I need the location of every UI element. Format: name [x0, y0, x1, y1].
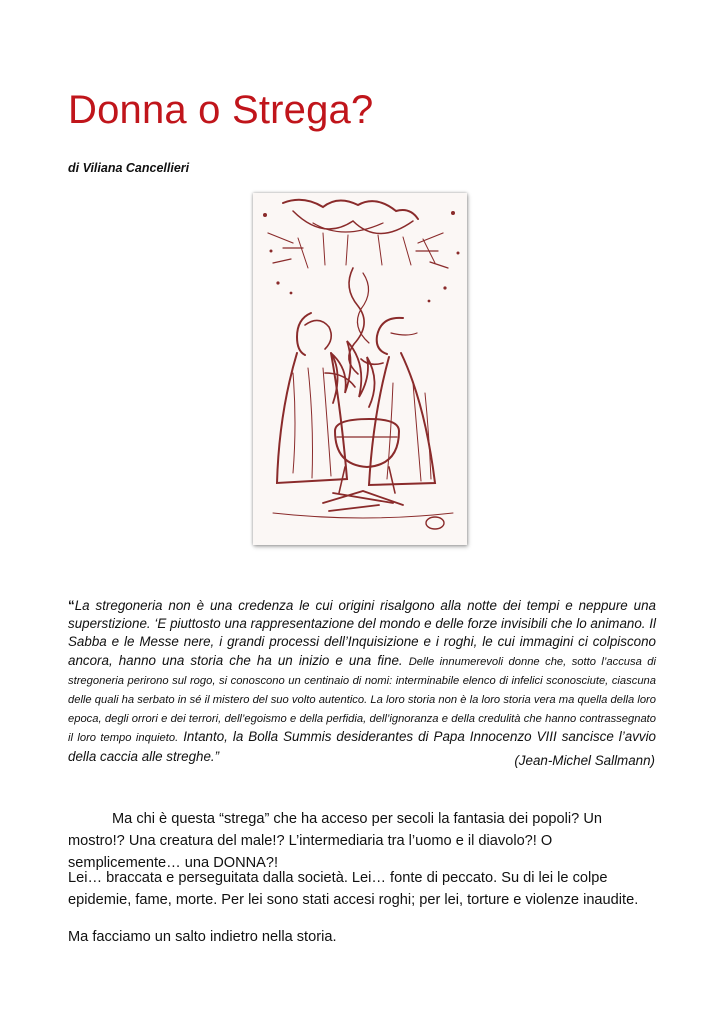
quote-open-mark: “ [68, 598, 75, 613]
epigraph-quote [68, 597, 656, 766]
page-title: Donna o Strega? [68, 88, 374, 132]
woodcut-witches-cauldron-icon [253, 193, 467, 545]
quote-attribution: (Jean-Michel Sallmann) [514, 753, 655, 768]
body-paragraph-2: Lei… braccata e perseguitata dalla società. Lei… fonte di peccato. Su di lei le colpe epidemie, fame, morte. Per lei sono stati accesi roghi; per lei, torture e violenze inaudite. [68, 870, 639, 908]
quote-part-1: La stregoneria non è una credenza le cui origini risalgono alla notte dei tempi e neppure una superstizione. ‘E piuttosto una rappresentazione del mondo e delle forze invisibili che lo animano. Il Sabba e le Messe nere, i grandi processi dell’Inquisizione e i roghi, le cui immagini ci colpiscono ancora, hanno una storia che ha un inizio e una fine. [68, 598, 656, 668]
body-paragraph-3: Ma facciamo un salto indietro nella storia. [68, 929, 337, 945]
body-paragraph-1: Ma chi è questa “strega” che ha acceso per secoli la fantasia dei popoli? Un mostro!? Una creatura del male!? L’intermediaria tra l’uomo e il diavolo?! O semplicemente… una DONNA?! [68, 811, 602, 871]
quote-part-3: Intanto, la Bolla Summis desiderantes di Papa Innocenzo VIII sancisce l’avvio della caccia alle streghe.” [68, 729, 657, 764]
woodcut-witches-illustration [253, 193, 467, 545]
author-byline: di Viliana Cancellieri [68, 161, 190, 175]
quote-part-2: Delle innumerevoli donne che, sotto l’accusa di stregoneria perirono sul rogo, si conoscono un centinaio di nomi: interminabile elenco di infelici sconosciute, ciascuna delle quali ha serbato in sé il mistero del suo volto autentico. La loro storia non è la loro storia vera ma quella della loro epoca, degli orrori e dei terrori, dell’egoismo e della perfidia, dell’ignoranza e della credulità che hanno contrassegnato il loro tempo inquieto. [68, 655, 656, 745]
